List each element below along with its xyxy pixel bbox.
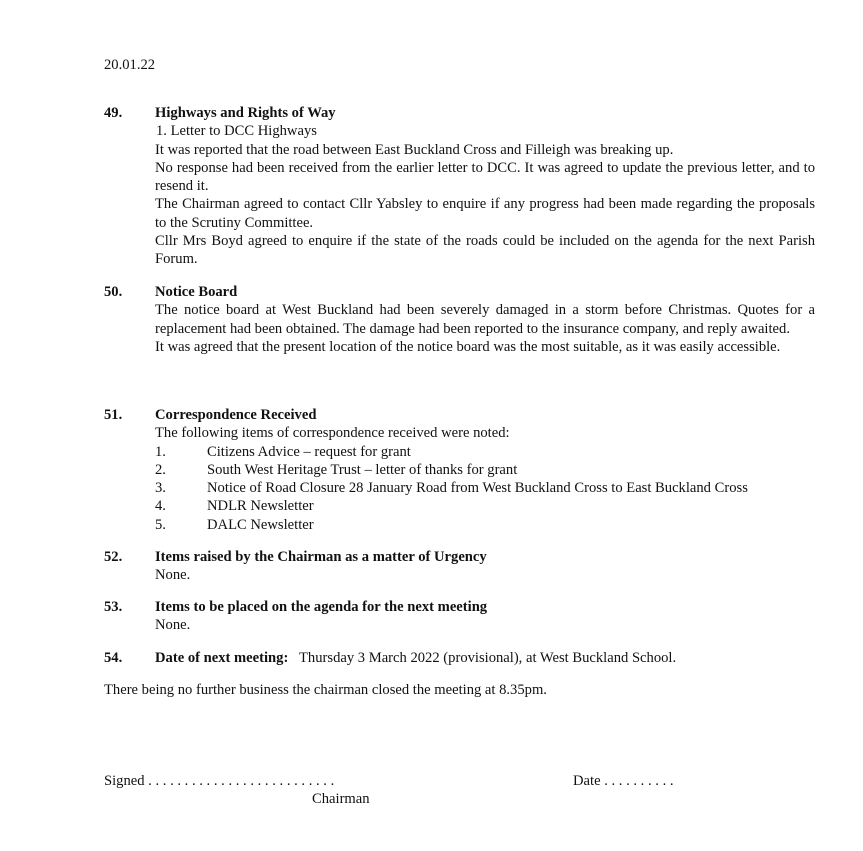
item-body — [155, 104, 815, 269]
item-number: 54. — [104, 650, 123, 666]
list-item — [155, 497, 815, 515]
list-item-number: 4. — [155, 498, 166, 515]
item-body — [155, 283, 815, 356]
list-item-text: Notice of Road Closure 28 January Road from West Buckland Cross to East Buckland Cross — [207, 480, 748, 497]
item-body — [155, 548, 815, 585]
signed-line: Signed . . . . . . . . . . . . . . . . . . . . . . . . . . — [104, 773, 335, 789]
item-number: 53. — [104, 599, 123, 615]
list-item-number: 3. — [155, 480, 166, 497]
minute-item-51 — [104, 406, 815, 534]
list-item — [155, 479, 815, 497]
list-item — [155, 443, 815, 461]
item-title: Notice Board — [155, 284, 238, 300]
minute-item-49 — [104, 104, 815, 269]
list-item — [155, 516, 815, 534]
item-title: Items raised by the Chairman as a matter of Urgency — [155, 549, 487, 565]
item-paragraph: 1. Letter to DCC Highways — [156, 123, 317, 140]
item-number: 52. — [104, 549, 123, 565]
list-item-text: Citizens Advice – request for grant — [207, 443, 411, 460]
list-item-number: 2. — [155, 461, 166, 478]
closing-statement: There being no further business the chairman closed the meeting at 8.35pm. — [104, 682, 547, 698]
item-number: 51. — [104, 407, 123, 423]
item-paragraph: The notice board at West Buckland had been severely damaged in a storm before Christmas. Quotes for a replacement had been obtained. The damage had been reported to the insurance company, and reply awaited. — [155, 302, 815, 337]
list-item-text: DALC Newsletter — [207, 516, 314, 533]
list-item-text: South West Heritage Trust – letter of thanks for grant — [207, 461, 518, 478]
minute-item-53 — [104, 598, 815, 635]
item-body — [155, 598, 815, 635]
list-item-text: NDLR Newsletter — [207, 498, 314, 515]
page-date-header: 20.01.22 — [104, 57, 156, 73]
next-meeting-details: Thursday 3 March 2022 (provisional), at West Buckland School. — [299, 650, 677, 666]
item-paragraph: The Chairman agreed to contact Cllr Yabsley to enquire if any progress had been made regarding the proposals to the Scrutiny Committee. — [155, 196, 815, 231]
minute-item-52 — [104, 548, 815, 585]
item-intro: The following items of correspondence received were noted: — [155, 425, 510, 442]
item-paragraph: None. — [155, 567, 191, 584]
list-item-number: 5. — [155, 516, 166, 533]
item-title: Items to be placed on the agenda for the next meeting — [155, 599, 488, 615]
item-number: 49. — [104, 105, 123, 121]
list-item-number: 1. — [155, 443, 166, 460]
date-line: Date . . . . . . . . . . — [573, 773, 674, 789]
item-paragraph: None. — [155, 617, 191, 634]
minute-item-54 — [104, 649, 815, 667]
item-paragraph: It was agreed that the present location of the notice board was the most suitable, as it was easily accessible. — [155, 338, 781, 355]
item-title: Date of next meeting: — [155, 650, 289, 666]
item-title: Correspondence Received — [155, 407, 317, 423]
item-paragraph: No response had been received from the earlier letter to DCC. It was agreed to update the previous letter, and to resend it. — [155, 159, 815, 195]
item-title: Highways and Rights of Way — [155, 105, 336, 121]
item-body — [155, 406, 815, 534]
item-paragraph: It was reported that the road between East Buckland Cross and Filleigh was breaking up. — [155, 141, 674, 158]
item-paragraph: Cllr Mrs Boyd agreed to enquire if the state of the roads could be included on the agenda for the next Parish Forum. — [155, 233, 815, 268]
list-item — [155, 461, 815, 479]
item-body — [155, 649, 815, 667]
minute-item-50 — [104, 283, 815, 356]
item-number: 50. — [104, 284, 123, 300]
chairman-label: Chairman — [312, 791, 370, 807]
